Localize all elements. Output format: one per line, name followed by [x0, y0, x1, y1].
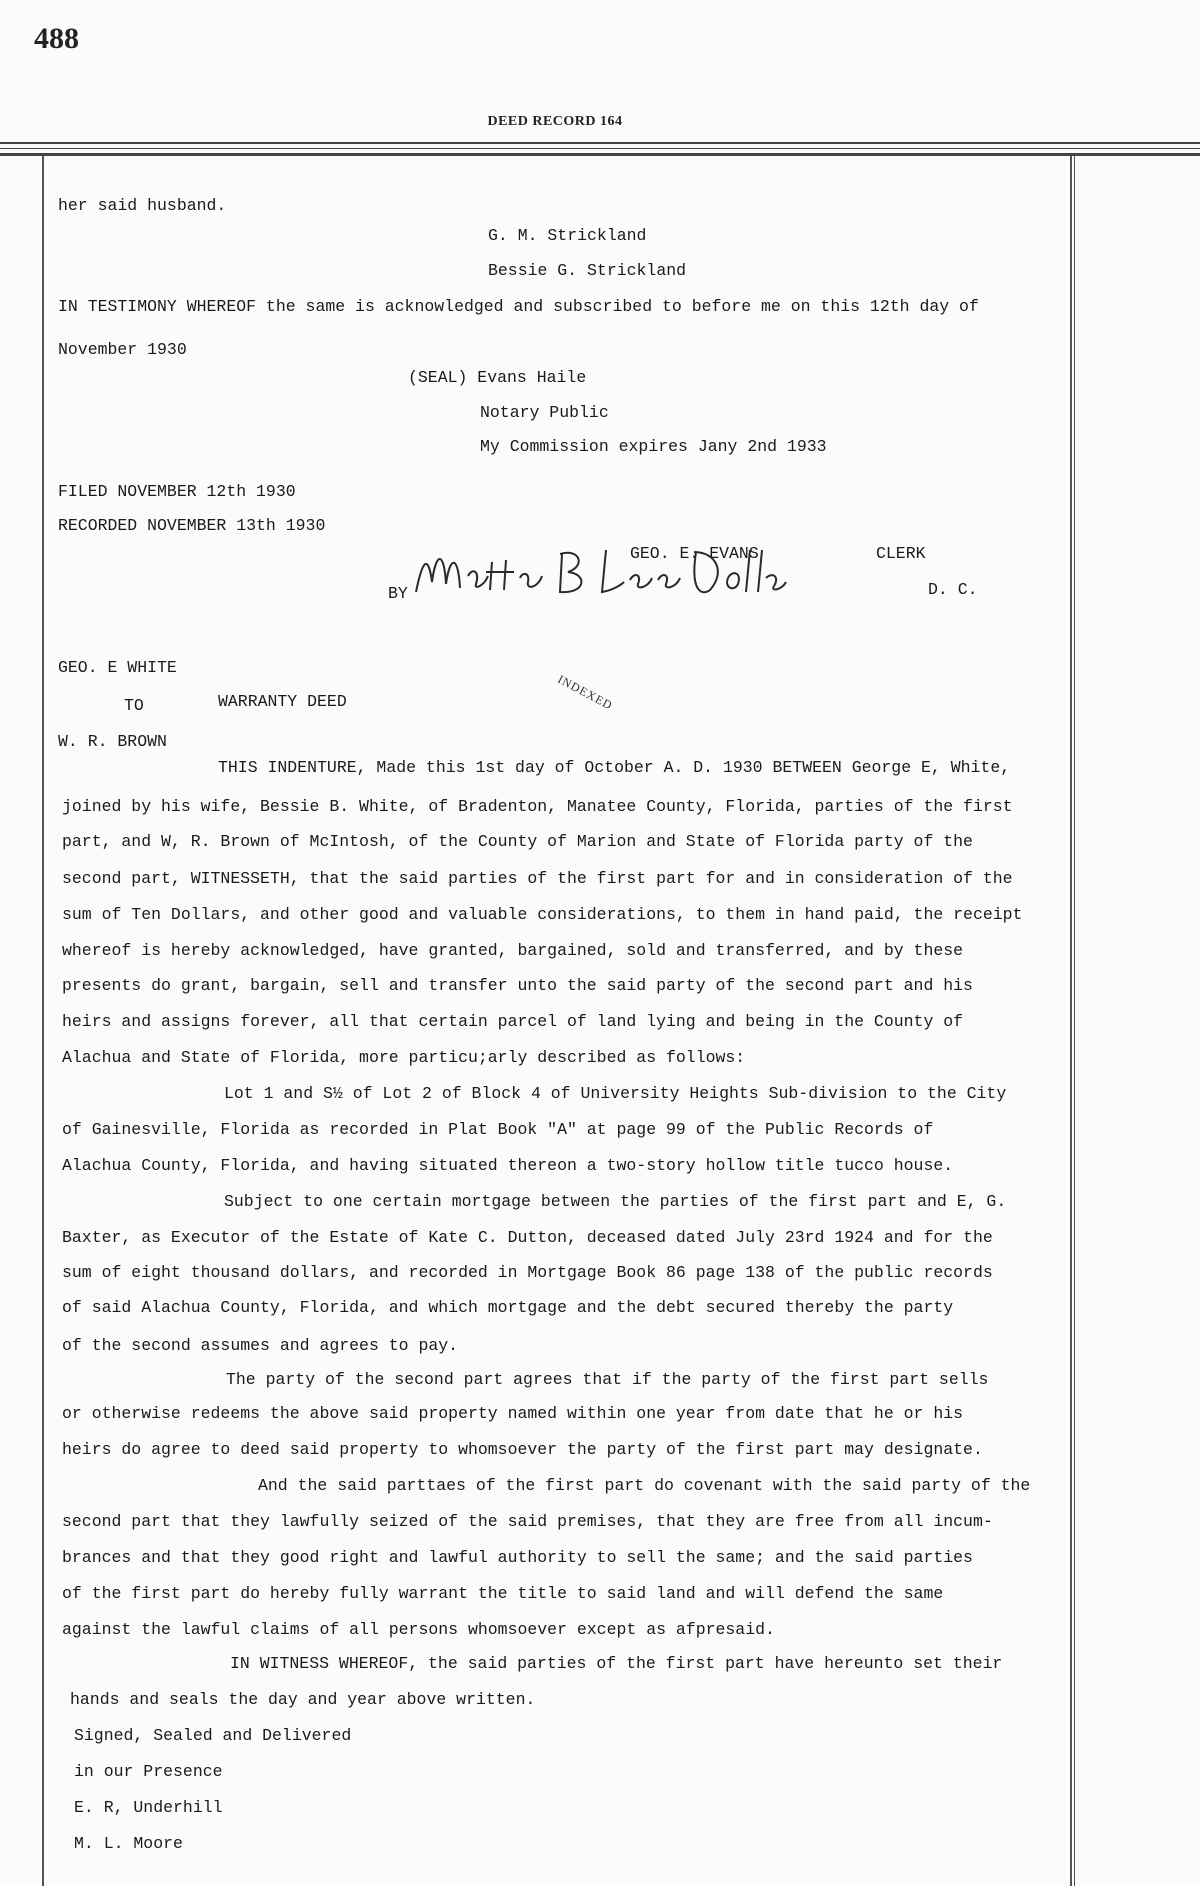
body-line: of Gainesville, Florida as recorded in Plat Book "A" at page 99 of the Public Records of — [62, 1120, 934, 1139]
page-number: 488 — [34, 22, 79, 55]
clerk-title: CLERK — [876, 544, 926, 563]
deputy-clerk-label: D. C. — [928, 580, 978, 599]
body-line: Lot 1 and S½ of Lot 2 of Block 4 of University Heights Sub-division to the City — [224, 1084, 1007, 1103]
header-rule — [0, 142, 1200, 144]
testimony-line: IN TESTIMONY WHEREOF the same is acknowledged and subscribed to before me on this 12th day of — [58, 297, 979, 316]
body-line: hands and seals the day and year above written. — [70, 1690, 536, 1709]
body-line: sum of eight thousand dollars, and recorded in Mortgage Book 86 page 138 of the public records — [62, 1263, 993, 1282]
clerk-name: GEO. E. EVANS — [630, 544, 759, 563]
husband-line: her said husband. — [58, 196, 227, 215]
body-line: of the second assumes and agrees to pay. — [62, 1336, 459, 1355]
body-line: presents do grant, bargain, sell and transfer unto the said party of the second part and his — [62, 976, 973, 995]
record-header-title: DEED RECORD 164 — [487, 114, 623, 129]
body-line: Baxter, as Executor of the Estate of Kate C. Dutton, deceased dated July 23rd 1924 and for the — [62, 1228, 993, 1247]
body-line: Alachua County, Florida, and having situated thereon a two-story hollow title tucco house. — [62, 1156, 954, 1175]
body-line: brances and that they good right and lawful authority to sell the same; and the said parties — [62, 1548, 973, 1567]
body-line: against the lawful claims of all persons whomsoever except as afpresaid. — [62, 1620, 775, 1639]
recorded-date: RECORDED NOVEMBER 13th 1930 — [58, 516, 326, 535]
left-margin-line — [42, 156, 44, 1886]
notary-title: Notary Public — [480, 403, 609, 422]
testimony-date-line: November 1930 — [58, 340, 187, 359]
commission-expiry: My Commission expires Jany 2nd 1933 — [480, 437, 827, 456]
indexed-stamp: INDEXED — [555, 672, 616, 713]
presence-line: in our Presence — [74, 1762, 223, 1781]
body-line: heirs do agree to deed said property to whomsoever the party of the first part may designate. — [62, 1440, 983, 1459]
to-label: TO — [124, 696, 144, 715]
body-line: heirs and assigns forever, all that certain parcel of land lying and being in the County of — [62, 1012, 964, 1031]
right-margin-line — [1070, 156, 1072, 1886]
by-label: BY — [388, 584, 408, 603]
signer-name: Bessie G. Strickland — [488, 261, 687, 280]
body-line: second part, WITNESSETH, that the said parties of the first part for and in consideration of the — [62, 869, 1013, 888]
body-line: of the first part do hereby fully warrant the title to said land and will defend the same — [62, 1584, 944, 1603]
body-line: Alachua and State of Florida, more particu;arly described as follows: — [62, 1048, 746, 1067]
grantee-name: W. R. BROWN — [58, 732, 167, 751]
signer-name: G. M. Strickland — [488, 226, 647, 245]
header-rule — [0, 153, 1200, 156]
witness-name: M. L. Moore — [74, 1834, 183, 1853]
grantor-name: GEO. E WHITE — [58, 658, 177, 677]
witness-name: E. R, Underhill — [74, 1798, 223, 1817]
body-line: The party of the second part agrees that if the party of the first part sells — [226, 1370, 989, 1389]
body-line: whereof is hereby acknowledged, have granted, bargained, sold and transferred, and by these — [62, 941, 964, 960]
filed-date: FILED NOVEMBER 12th 1930 — [58, 482, 296, 501]
body-line: THIS INDENTURE, Made this 1st day of October A. D. 1930 BETWEEN George E, White, — [218, 758, 1011, 777]
body-line: And the said parttaes of the first part do covenant with the said party of the — [258, 1476, 1031, 1495]
notary-seal-line: (SEAL) Evans Haile — [408, 368, 587, 387]
signed-sealed-line: Signed, Sealed and Delivered — [74, 1726, 352, 1745]
body-line: joined by his wife, Bessie B. White, of Bradenton, Manatee County, Florida, parties of the first — [62, 797, 1013, 816]
body-line: sum of Ten Dollars, and other good and valuable considerations, to them in hand paid, the receipt — [62, 905, 1023, 924]
body-line: IN WITNESS WHEREOF, the said parties of the first part have hereunto set their — [230, 1654, 1003, 1673]
body-line: of said Alachua County, Florida, and which mortgage and the debt secured thereby the party — [62, 1298, 954, 1317]
header-rule — [0, 148, 1200, 149]
deed-type: WARRANTY DEED — [218, 692, 347, 711]
body-line: Subject to one certain mortgage between the parties of the first part and E, G. — [224, 1192, 1007, 1211]
deputy-clerk-signature — [410, 532, 790, 612]
right-margin-line — [1074, 156, 1075, 1886]
body-line: second part that they lawfully seized of the said premises, that they are free from all incum- — [62, 1512, 993, 1531]
body-line: or otherwise redeems the above said property named within one year from date that he or his — [62, 1404, 964, 1423]
body-line: part, and W, R. Brown of McIntosh, of the County of Marion and State of Florida party of the — [62, 832, 973, 851]
